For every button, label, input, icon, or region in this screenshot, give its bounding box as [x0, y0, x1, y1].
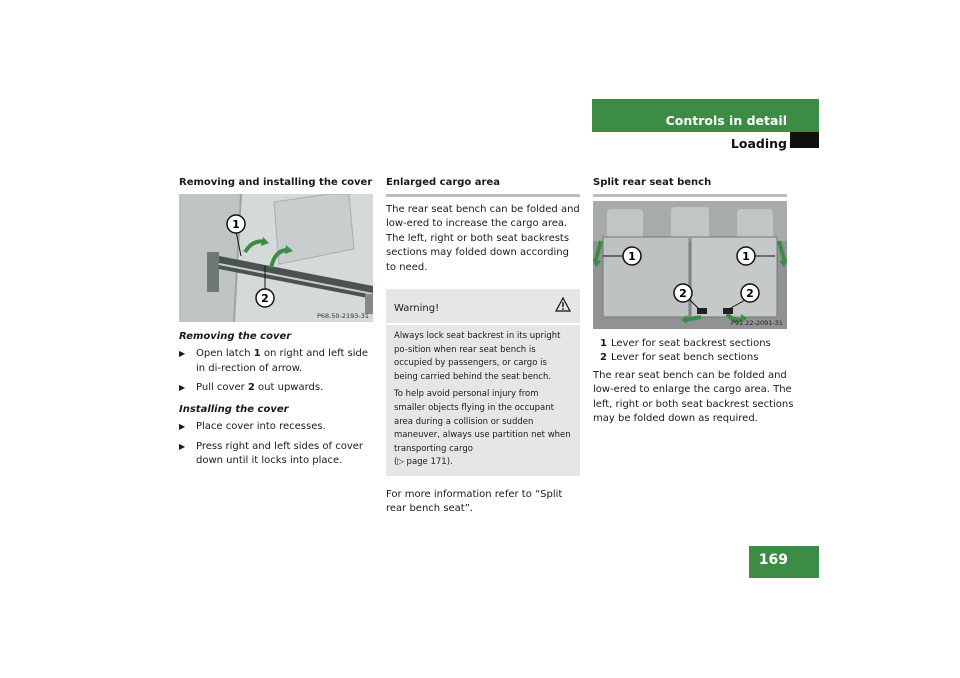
section-title: Controls in detail	[665, 113, 787, 128]
legend-item-1: 1 Lever for seat backrest sections	[600, 337, 771, 349]
cargo-intro: The rear seat bench can be folded and low-ered to increase the cargo area. The left, right or both seat backrests sections may folded down according to need.	[386, 203, 580, 273]
image-code: P91.22-2091-31	[730, 318, 783, 327]
warning-triangle-icon	[555, 297, 571, 318]
more-info: For more information refer to “Split rear bench seat”.	[386, 488, 563, 515]
bullet-arrow-icon: ▶	[179, 441, 186, 451]
column-cover	[179, 176, 379, 469]
page-number: 169	[749, 546, 819, 578]
callout-2-right: 2	[746, 286, 754, 300]
cover-illustration	[179, 194, 373, 322]
bullet-arrow-icon: ▶	[179, 422, 186, 431]
install-heading: Installing the cover	[179, 403, 289, 415]
column-split-bench	[593, 176, 803, 427]
cargo-heading: Enlarged cargo area	[386, 176, 580, 197]
header-marker	[790, 132, 819, 148]
warning-text-1: Always lock seat backrest in its upright po-sition when rear seat bench is occupied by passengers, or cargo is being carried behind the seat bench.	[394, 331, 561, 382]
bullet-arrow-icon: ▶	[179, 383, 186, 392]
subsection-title: Loading	[730, 136, 787, 151]
remove-step-1: ▶ Open latch 1 on right and left side in di-rection of arrow.	[179, 348, 369, 374]
install-step-2: ▶ Press right and left sides of cover down until it locks into place.	[179, 440, 364, 466]
warning-title: Warning!	[394, 303, 440, 314]
remove-step-2: ▶ Pull cover 2 out upwards.	[179, 381, 379, 396]
page-reference: (▷ page 171).	[394, 457, 453, 468]
legend-item-2: 2 Lever for seat bench sections	[600, 352, 759, 363]
callout-1-right: 1	[742, 249, 750, 263]
warning-text-2: To help avoid personal injury from smaller objects flying in the occupant area during a collision or sudden maneuver, always use partition net when transporting cargo (▷ page 171).	[394, 389, 571, 468]
column-cargo	[386, 176, 580, 517]
callout-1-left: 1	[628, 249, 636, 263]
callout-2: 2	[261, 291, 269, 305]
callout-2-left: 2	[679, 286, 687, 300]
cover-heading: Removing and installing the cover	[179, 177, 373, 188]
split-heading: Split rear seat bench	[593, 176, 787, 197]
warning-box	[386, 289, 580, 476]
remove-heading: Removing the cover	[179, 330, 292, 342]
seat-illustration	[593, 201, 787, 329]
bullet-arrow-icon: ▶	[179, 349, 186, 358]
callout-1: 1	[232, 217, 240, 231]
image-code: P68.50-2193-31	[316, 311, 369, 320]
page-header	[592, 99, 819, 151]
install-step-1: ▶ Place cover into recesses.	[179, 420, 379, 435]
split-body: The rear seat bench can be folded and low-ered to enlarge the cargo area. The left, right or both seat backrest sections may be folded down as required.	[593, 369, 794, 424]
